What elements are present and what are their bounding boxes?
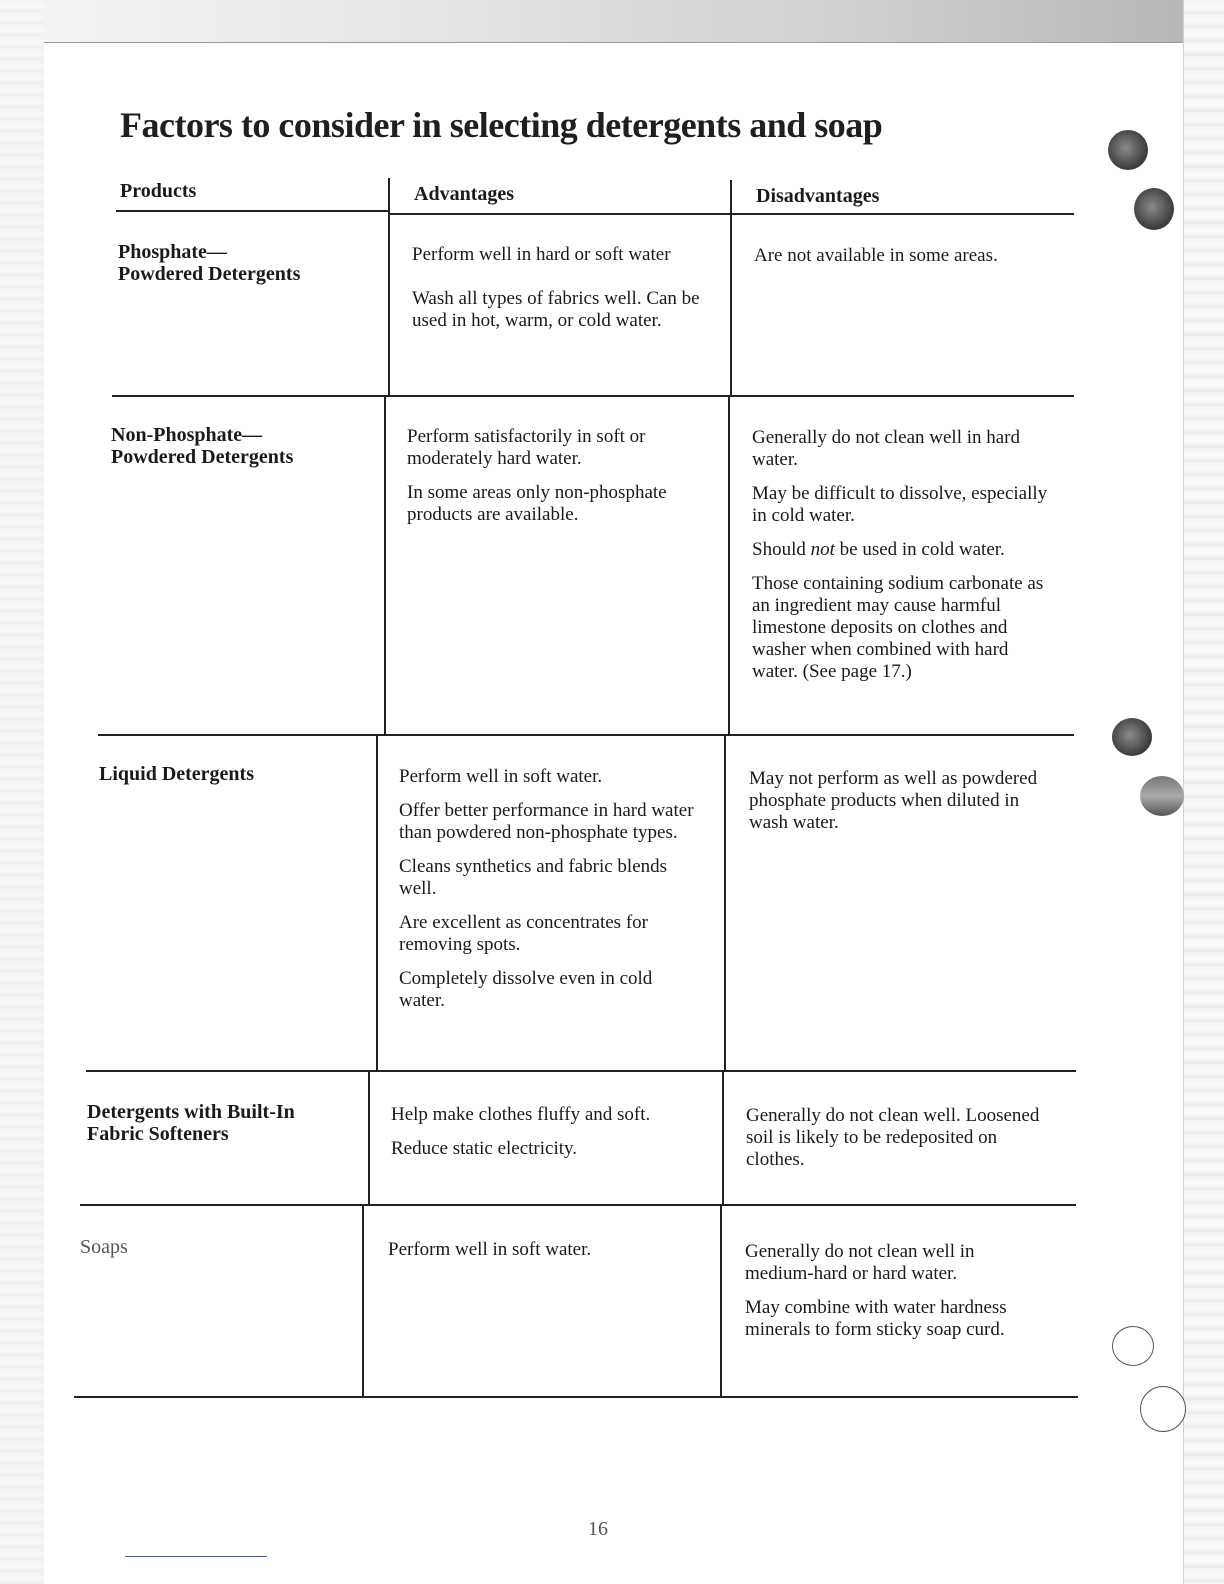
- product-phosphate-powdered: Phosphate— Powdered Detergents: [118, 241, 301, 285]
- col-divider-2a: [730, 180, 732, 395]
- col-divider-2d: [722, 1070, 724, 1204]
- page-number: 16: [588, 1518, 608, 1540]
- col-divider-1b: [384, 395, 386, 734]
- binder-hole: [1140, 1386, 1186, 1432]
- advantages-phosphate: Perform well in hard or soft water Wash all types of fabrics well. Can be used in hot, warm, or cold water.: [412, 244, 700, 331]
- col-divider-2e: [720, 1204, 722, 1398]
- binder-hole: [1108, 130, 1148, 170]
- header-rule-products: [116, 210, 388, 212]
- page-title: Factors to consider in selecting detergents and soap: [120, 105, 883, 145]
- col-divider-1d: [368, 1070, 370, 1204]
- scan-edge-top: [0, 0, 1224, 43]
- col-divider-2c: [724, 734, 726, 1070]
- advantages-soaps: Perform well in soft water.: [388, 1239, 592, 1260]
- header-products: Products: [120, 180, 197, 202]
- binder-hole: [1134, 188, 1174, 230]
- product-liquid-detergents: Liquid Detergents: [99, 763, 254, 785]
- product-non-phosphate-powdered: Non-Phosphate— Powdered Detergents: [111, 424, 294, 468]
- row-divider-3: [86, 1070, 1076, 1072]
- col-divider-1a: [388, 178, 390, 395]
- disadvantages-soaps: Generally do not clean well in medium-hard or hard water. May combine with water hardness minerals to form sticky soap curd.: [745, 1241, 1007, 1340]
- binder-hole: [1140, 776, 1184, 816]
- advantages-non-phosphate: Perform satisfactorily in soft or moderately hard water. In some areas only non-phosphate products are available.: [407, 426, 667, 525]
- binder-hole: [1112, 718, 1152, 756]
- row-divider-4: [80, 1204, 1076, 1206]
- disadvantages-softeners: Generally do not clean well. Loosened soil is likely to be redeposited on clothes.: [746, 1105, 1040, 1170]
- disadvantages-phosphate: Are not available in some areas.: [754, 245, 998, 266]
- table-bottom-rule: [74, 1396, 1078, 1398]
- row-divider-2: [98, 734, 1074, 736]
- disadvantages-liquid: May not perform as well as powdered phosphate products when diluted in wash water.: [749, 768, 1038, 833]
- advantages-liquid: Perform well in soft water. Offer better performance in hard water than powdered non-phosphate types. Cleans synthetics and fabric blends well. Are excellent as concentrates for removing spots. Completely dissolve even in cold water.: [399, 766, 694, 1011]
- product-soaps: Soaps: [80, 1236, 128, 1258]
- product-built-in-softeners: Detergents with Built-In Fabric Softeners: [87, 1101, 295, 1145]
- col-divider-1e: [362, 1204, 364, 1396]
- header-advantages: Advantages: [414, 183, 515, 205]
- header-disadvantages: Disadvantages: [756, 185, 880, 207]
- scan-edge-left: [0, 0, 44, 1584]
- scan-edge-right: [1183, 0, 1224, 1584]
- bottom-rule: [125, 1556, 267, 1557]
- binder-hole: [1112, 1326, 1154, 1366]
- row-divider-1: [112, 395, 1074, 397]
- col-divider-1c: [376, 734, 378, 1070]
- disadvantages-non-phosphate: Generally do not clean well in hard water. May be difficult to dissolve, especially in cold water. Should not be used in cold water. Those containing sodium carbonate as an ingredient may cause harmful limestone deposits on clothes and washer when combined with hard water. (See page 17.): [752, 427, 1048, 682]
- col-divider-2b: [728, 395, 730, 734]
- advantages-softeners: Help make clothes fluffy and soft. Reduce static electricity.: [391, 1104, 651, 1159]
